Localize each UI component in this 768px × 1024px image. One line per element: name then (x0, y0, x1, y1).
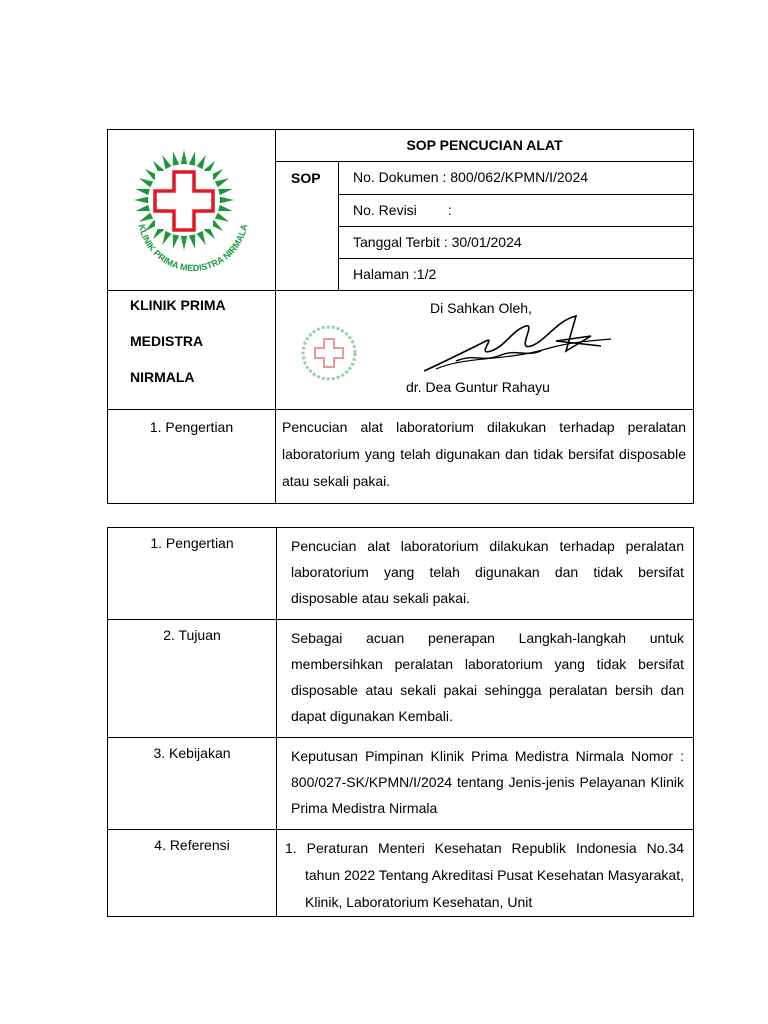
clinic-name-line: KLINIK PRIMA (130, 297, 226, 313)
logo-ray (173, 151, 179, 166)
logo-ray (173, 234, 179, 249)
logo-ray (181, 150, 187, 164)
no-revisi: No. Revisi : (339, 195, 694, 227)
disahkan-label: Di Sahkan Oleh, (430, 300, 532, 316)
logo-ray (181, 236, 187, 250)
section-text (277, 830, 694, 917)
logo-ray (197, 155, 206, 169)
logo-ray (197, 231, 206, 245)
section-label: 1. Pengertian (108, 410, 276, 504)
tanggal-terbit: Tanggal Terbit : 30/01/2024 (339, 227, 694, 259)
section-label: 2. Tujuan (108, 620, 277, 738)
logo-cell (108, 130, 276, 291)
logo-ray (215, 213, 229, 222)
doc-title: SOP PENCUCIAN ALAT (276, 130, 694, 162)
section-text: Pencucian alat laboratorium dilakukan terhadap peralatan laboratorium yang telah digunakan dan tidak bersifat disposable atau sekali pakai. (277, 528, 694, 620)
sop-header-table (107, 129, 694, 504)
clinic-logo (108, 130, 275, 290)
logo-ray (139, 178, 153, 187)
halaman: Halaman :1/2 (339, 259, 694, 291)
section-text: Keputusan Pimpinan Klinik Prima Medistra Nirmala Nomor : 800/027-SK/KPMN/I/2024 tentang Jenis-jenis Pelayanan Klinik Prima Medistra Nirmala (277, 738, 694, 830)
clinic-name (108, 291, 276, 410)
section-label: 1. Pengertian (108, 528, 277, 620)
logo-text: KLINIK PRIMA MEDISTRA NIRMALA (136, 223, 250, 274)
approval-cell (276, 291, 694, 410)
section-label: 4. Referensi (108, 830, 277, 917)
logo-ray (139, 213, 153, 222)
logo-ray (218, 189, 233, 195)
logo-ray (135, 205, 150, 211)
logo-ray (135, 189, 150, 195)
clinic-name-line: NIRMALA (130, 369, 195, 385)
logo-ray (189, 234, 195, 249)
logo-ray (220, 197, 234, 203)
section-text: Sebagai acuan penerapan Langkah-langkah untuk membersihkan peralatan laboratorium yang tidak bersifat disposable atau sekali pakai sehingga peralatan bersih dan dapat digunakan Kembali. (277, 620, 694, 738)
logo-ray (218, 205, 233, 211)
sop-label: SOP (276, 162, 339, 291)
stamp-icon (294, 323, 364, 383)
clinic-name-line: MEDISTRA (130, 333, 204, 349)
logo-ray (134, 197, 148, 203)
logo-ray (162, 231, 171, 245)
logo-ray (189, 151, 195, 166)
section-text: Pencucian alat laboratorium dilakukan terhadap peralatan laboratorium yang telah digunakan dan tidak bersifat disposable atau sekali pakai. (276, 410, 694, 504)
signature-icon (416, 311, 616, 381)
sop-content-table (107, 527, 694, 917)
no-dokumen: No. Dokumen : 800/062/KPMN/I/2024 (339, 162, 694, 195)
logo-ray (215, 178, 229, 187)
logo-ray (162, 155, 171, 169)
reference-item: 1. Peraturan Menteri Kesehatan Republik Indonesia No.34 tahun 2022 Tentang Akreditasi Pusat Kesehatan Masyarakat, Klinik, Laboratorium Kesehatan, Unit (285, 840, 684, 910)
signatory-name: dr. Dea Guntur Rahayu (406, 379, 550, 395)
section-label: 3. Kebijakan (108, 738, 277, 830)
